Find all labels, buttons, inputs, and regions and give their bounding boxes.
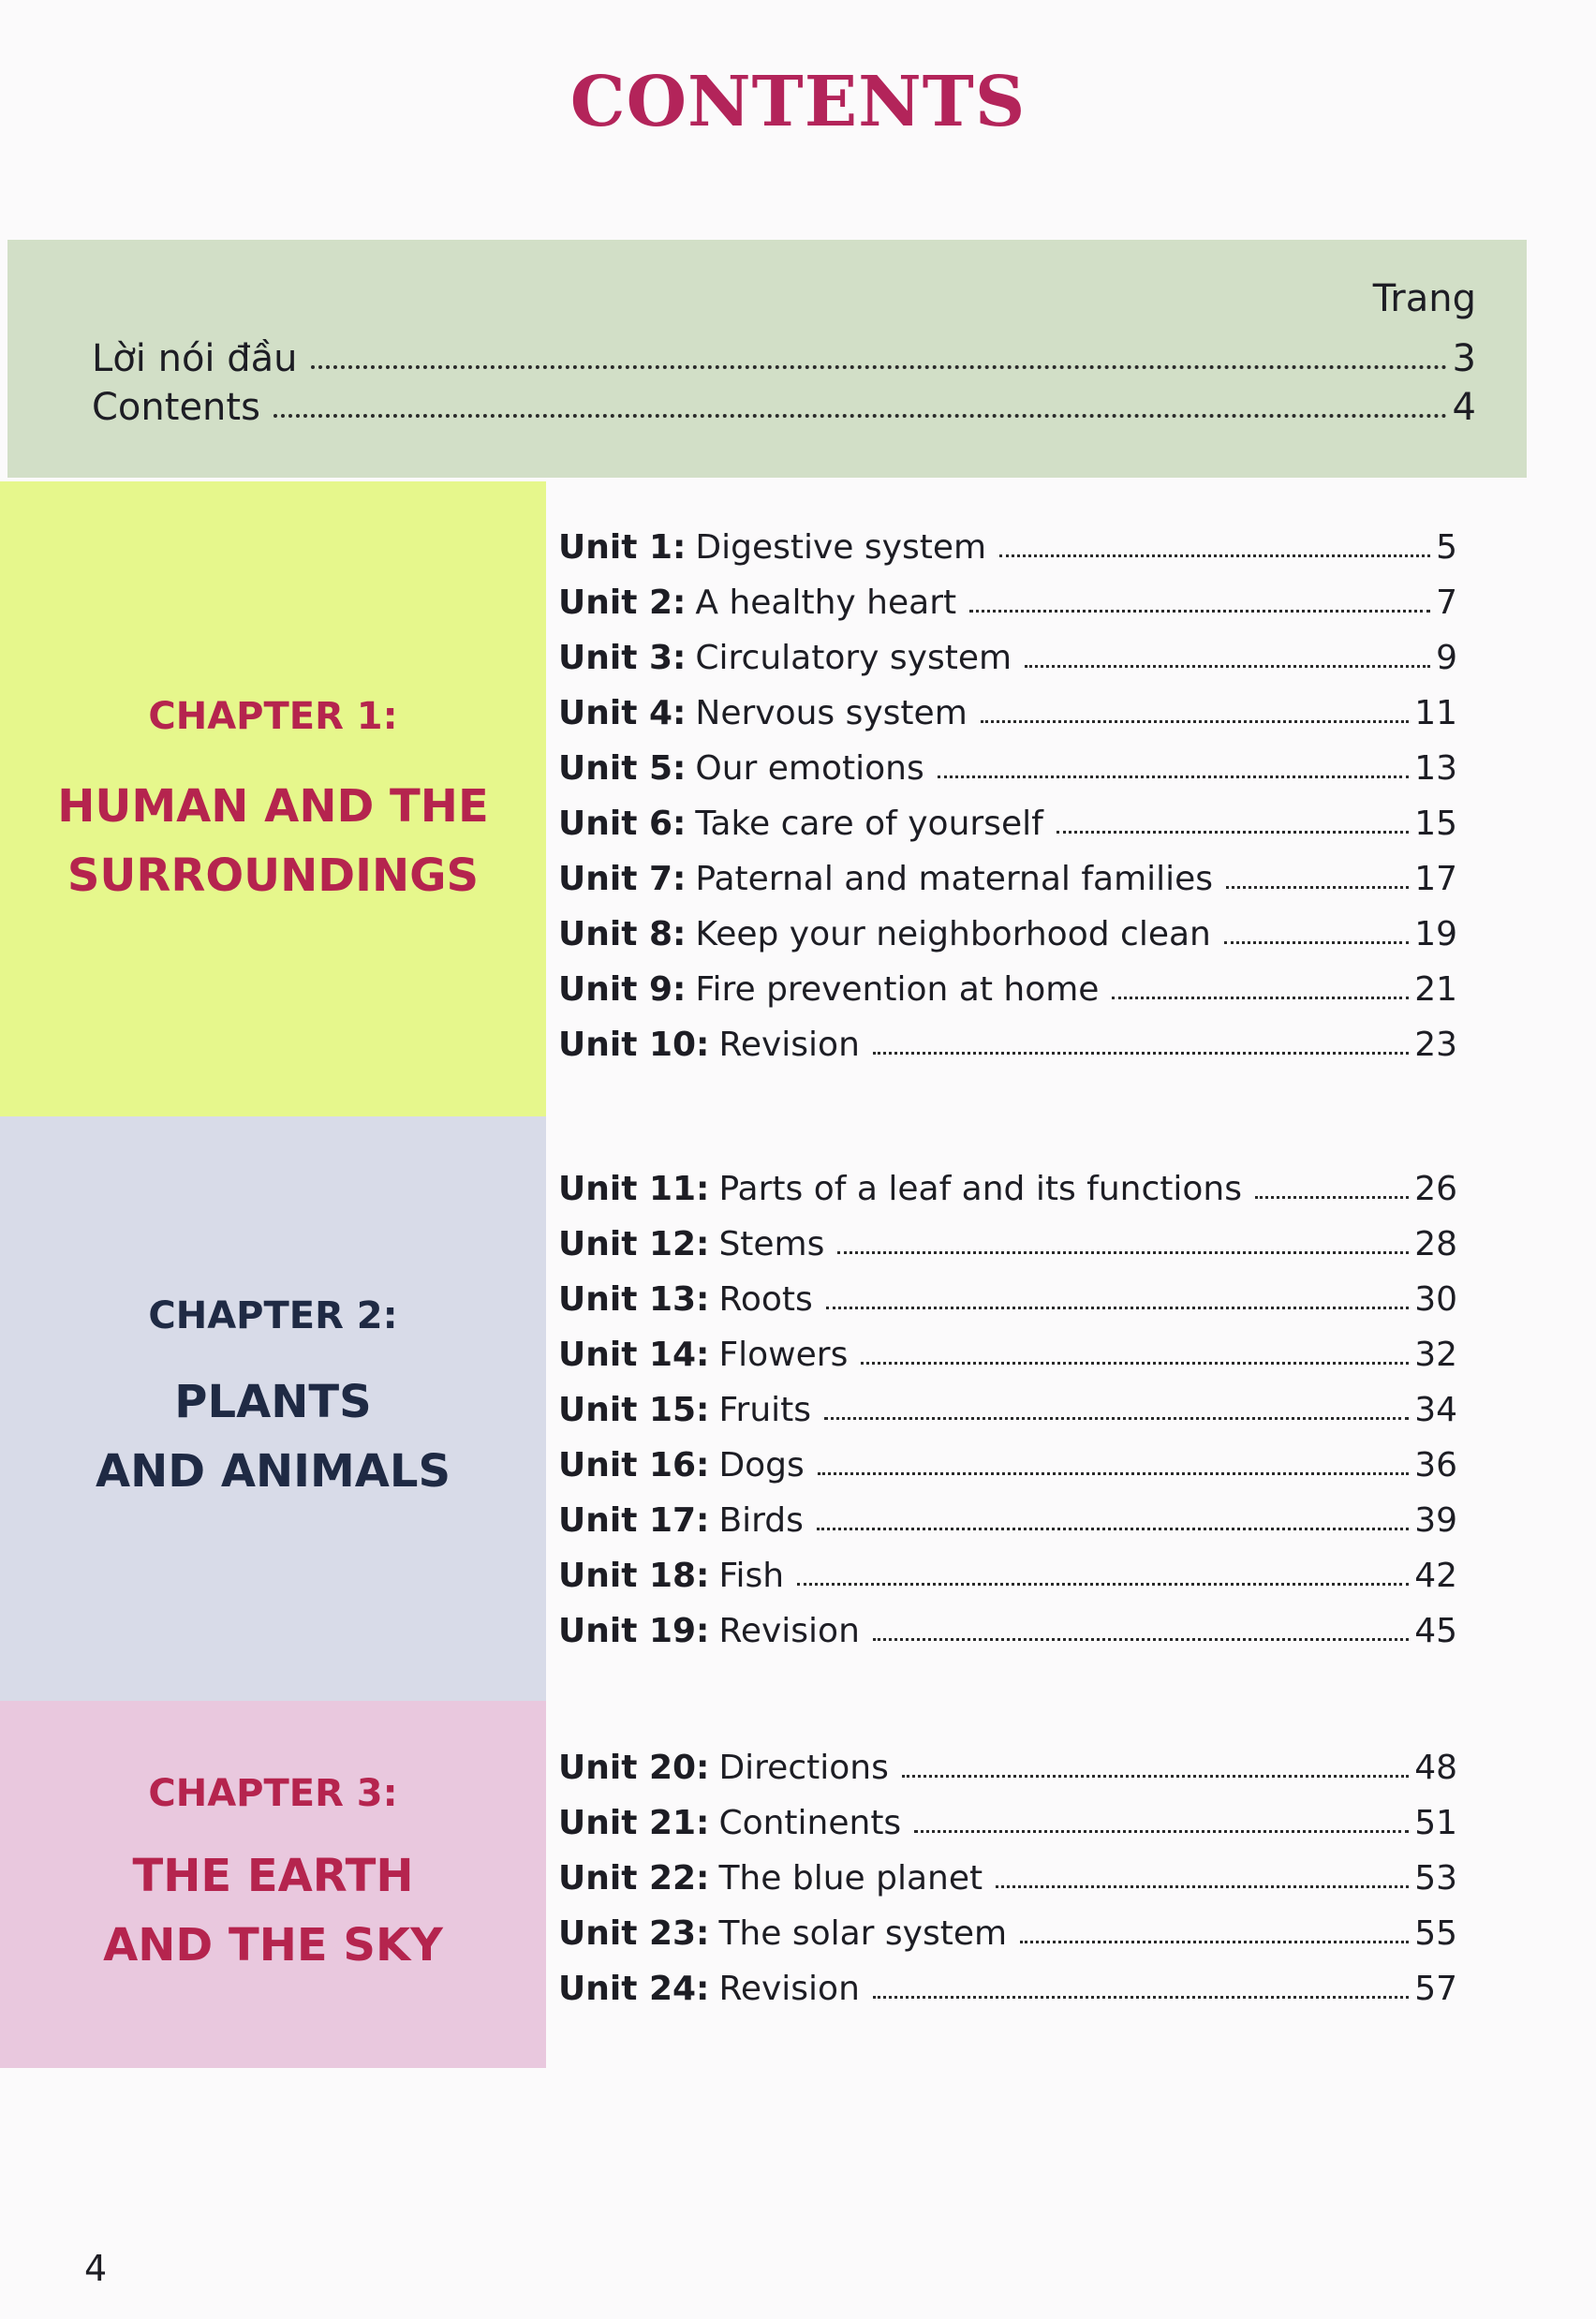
unit-label: Unit 14: (558, 1336, 710, 1374)
toc-unit-row[interactable] (558, 1217, 1457, 1263)
unit-title: Parts of a leaf and its functions (718, 1170, 1242, 1208)
chapter-title-line: HUMAN AND THE (57, 780, 489, 833)
unit-page: 42 (1414, 1557, 1457, 1595)
dot-leader (938, 775, 1409, 778)
toc-unit-row[interactable] (558, 1740, 1457, 1787)
page-title: CONTENTS (569, 62, 1027, 142)
unit-title: Stems (718, 1225, 825, 1263)
toc-entry-page: 4 (1452, 386, 1476, 429)
unit-label: Unit 3: (558, 639, 687, 677)
unit-page: 32 (1414, 1336, 1457, 1374)
chapter-title-line: THE EARTH (132, 1850, 414, 1902)
dot-leader (969, 610, 1430, 613)
unit-page: 19 (1414, 915, 1457, 953)
unit-page: 28 (1414, 1225, 1457, 1263)
unit-title: Dogs (718, 1446, 805, 1484)
unit-label: Unit 2: (558, 583, 687, 622)
unit-page: 34 (1414, 1391, 1457, 1429)
unit-page: 11 (1414, 694, 1457, 732)
toc-entry-label: Lời nói đầu (92, 337, 298, 380)
unit-label: Unit 19: (558, 1612, 710, 1650)
toc-unit-row[interactable] (558, 1382, 1457, 1429)
dot-leader (1226, 886, 1409, 889)
unit-page: 39 (1414, 1501, 1457, 1540)
unit-title: Revision (718, 1612, 860, 1650)
unit-label: Unit 16: (558, 1446, 710, 1484)
chapter-title-line: PLANTS (174, 1376, 372, 1428)
unit-label: Unit 12: (558, 1225, 710, 1263)
chapter-title (0, 1841, 546, 1980)
unit-label: Unit 8: (558, 915, 687, 953)
unit-page: 45 (1414, 1612, 1457, 1650)
chapter-title (0, 772, 546, 910)
dot-leader (1057, 831, 1409, 834)
unit-title: Birds (718, 1501, 804, 1540)
unit-page: 17 (1414, 860, 1457, 898)
unit-title: The blue planet (718, 1859, 983, 1898)
unit-label: Unit 10: (558, 1026, 710, 1064)
dot-leader (797, 1583, 1409, 1586)
unit-title: The solar system (718, 1914, 1008, 1953)
unit-page: 48 (1414, 1749, 1457, 1787)
unit-label: Unit 13: (558, 1280, 710, 1319)
chapter-title-line: SURROUNDINGS (66, 849, 480, 902)
unit-label: Unit 6: (558, 805, 687, 843)
dot-leader (981, 720, 1409, 723)
toc-unit-row[interactable] (558, 1327, 1457, 1374)
unit-page: 30 (1414, 1280, 1457, 1319)
chapter-title-line: AND THE SKY (103, 1919, 443, 1972)
unit-page: 23 (1414, 1026, 1457, 1064)
unit-page: 36 (1414, 1446, 1457, 1484)
chapter-number: CHAPTER 2: (148, 1294, 398, 1337)
toc-unit-row[interactable] (558, 1906, 1457, 1953)
unit-page: 57 (1414, 1970, 1457, 2008)
dot-leader (999, 554, 1430, 557)
toc-unit-row[interactable] (558, 686, 1457, 732)
toc-entry[interactable] (92, 378, 1476, 429)
chapter-title-line: AND ANIMALS (95, 1445, 451, 1498)
unit-page: 9 (1436, 639, 1457, 677)
unit-page: 13 (1414, 749, 1457, 788)
unit-label: Unit 5: (558, 749, 687, 788)
unit-page: 51 (1414, 1804, 1457, 1842)
unit-title: Take care of yourself (695, 805, 1043, 843)
dot-leader (818, 1472, 1409, 1475)
unit-label: Unit 9: (558, 970, 687, 1009)
toc-entry-label: Contents (92, 386, 260, 429)
toc-unit-row[interactable] (558, 575, 1457, 622)
dot-leader (826, 1307, 1409, 1309)
unit-title: Circulatory system (695, 639, 1012, 677)
toc-unit-row[interactable] (558, 796, 1457, 843)
dot-leader (1255, 1196, 1409, 1199)
toc-unit-row[interactable] (558, 520, 1457, 567)
dot-leader (817, 1528, 1409, 1530)
toc-unit-row[interactable] (558, 1548, 1457, 1595)
unit-page: 21 (1414, 970, 1457, 1009)
toc-unit-row[interactable] (558, 1161, 1457, 1208)
unit-label: Unit 22: (558, 1859, 710, 1898)
dot-leader (824, 1417, 1409, 1420)
dot-leader (837, 1251, 1409, 1254)
unit-title: Fruits (718, 1391, 812, 1429)
dot-leader (1112, 997, 1409, 999)
dot-leader (873, 1996, 1409, 1999)
unit-title: Paternal and maternal families (695, 860, 1214, 898)
unit-label: Unit 1: (558, 528, 687, 567)
unit-title: Directions (718, 1749, 889, 1787)
unit-page: 7 (1436, 583, 1457, 622)
dot-leader (311, 365, 1447, 369)
unit-title: Digestive system (695, 528, 987, 567)
dot-leader (1025, 665, 1430, 668)
unit-title: Flowers (718, 1336, 849, 1374)
dot-leader (873, 1638, 1409, 1641)
unit-page: 15 (1414, 805, 1457, 843)
unit-label: Unit 23: (558, 1914, 710, 1953)
toc-unit-row[interactable] (558, 907, 1457, 953)
toc-unit-row[interactable] (558, 1851, 1457, 1898)
dot-leader (1020, 1941, 1409, 1943)
dot-leader (914, 1830, 1409, 1833)
unit-title: Fish (718, 1557, 785, 1595)
unit-title: Continents (718, 1804, 902, 1842)
unit-label: Unit 20: (558, 1749, 710, 1787)
toc-unit-row[interactable] (558, 1603, 1457, 1650)
unit-title: Revision (718, 1970, 860, 2008)
page-number: 4 (84, 2248, 108, 2289)
unit-label: Unit 15: (558, 1391, 710, 1429)
toc-unit-row[interactable] (558, 741, 1457, 788)
toc-unit-row[interactable] (558, 1493, 1457, 1540)
unit-label: Unit 24: (558, 1970, 710, 2008)
toc-unit-row[interactable] (558, 962, 1457, 1009)
dot-leader (273, 414, 1447, 418)
unit-title: Fire prevention at home (695, 970, 1100, 1009)
unit-label: Unit 21: (558, 1804, 710, 1842)
chapter-3-panel (0, 1701, 546, 2068)
unit-label: Unit 18: (558, 1557, 710, 1595)
chapter-1-panel (0, 481, 546, 1116)
front-matter-panel (7, 240, 1527, 478)
unit-title: A healthy heart (695, 583, 957, 622)
dot-leader (902, 1775, 1409, 1778)
unit-page: 53 (1414, 1859, 1457, 1898)
unit-label: Unit 11: (558, 1170, 710, 1208)
toc-unit-row[interactable] (558, 1272, 1457, 1319)
toc-unit-row[interactable] (558, 1017, 1457, 1064)
unit-title: Roots (718, 1280, 813, 1319)
toc-unit-row[interactable] (558, 1795, 1457, 1842)
chapter-number: CHAPTER 3: (148, 1772, 398, 1815)
dot-leader (861, 1362, 1409, 1365)
toc-entry[interactable] (92, 330, 1476, 380)
unit-label: Unit 4: (558, 694, 687, 732)
dot-leader (1224, 941, 1409, 944)
toc-unit-row[interactable] (558, 1961, 1457, 2008)
toc-entry-page: 3 (1452, 337, 1476, 380)
toc-unit-row[interactable] (558, 851, 1457, 898)
unit-page: 55 (1414, 1914, 1457, 1953)
unit-label: Unit 7: (558, 860, 687, 898)
unit-title: Our emotions (695, 749, 924, 788)
toc-unit-row[interactable] (558, 630, 1457, 677)
unit-page: 5 (1436, 528, 1457, 567)
chapter-number: CHAPTER 1: (148, 695, 398, 738)
unit-title: Keep your neighborhood clean (695, 915, 1211, 953)
dot-leader (873, 1052, 1409, 1055)
toc-unit-row[interactable] (558, 1438, 1457, 1484)
unit-page: 26 (1414, 1170, 1457, 1208)
chapter-title (0, 1367, 546, 1506)
page-column-header: Trang (1372, 277, 1476, 320)
unit-title: Nervous system (695, 694, 968, 732)
unit-title: Revision (718, 1026, 860, 1064)
chapter-2-panel (0, 1116, 546, 1701)
dot-leader (996, 1885, 1409, 1888)
unit-label: Unit 17: (558, 1501, 710, 1540)
